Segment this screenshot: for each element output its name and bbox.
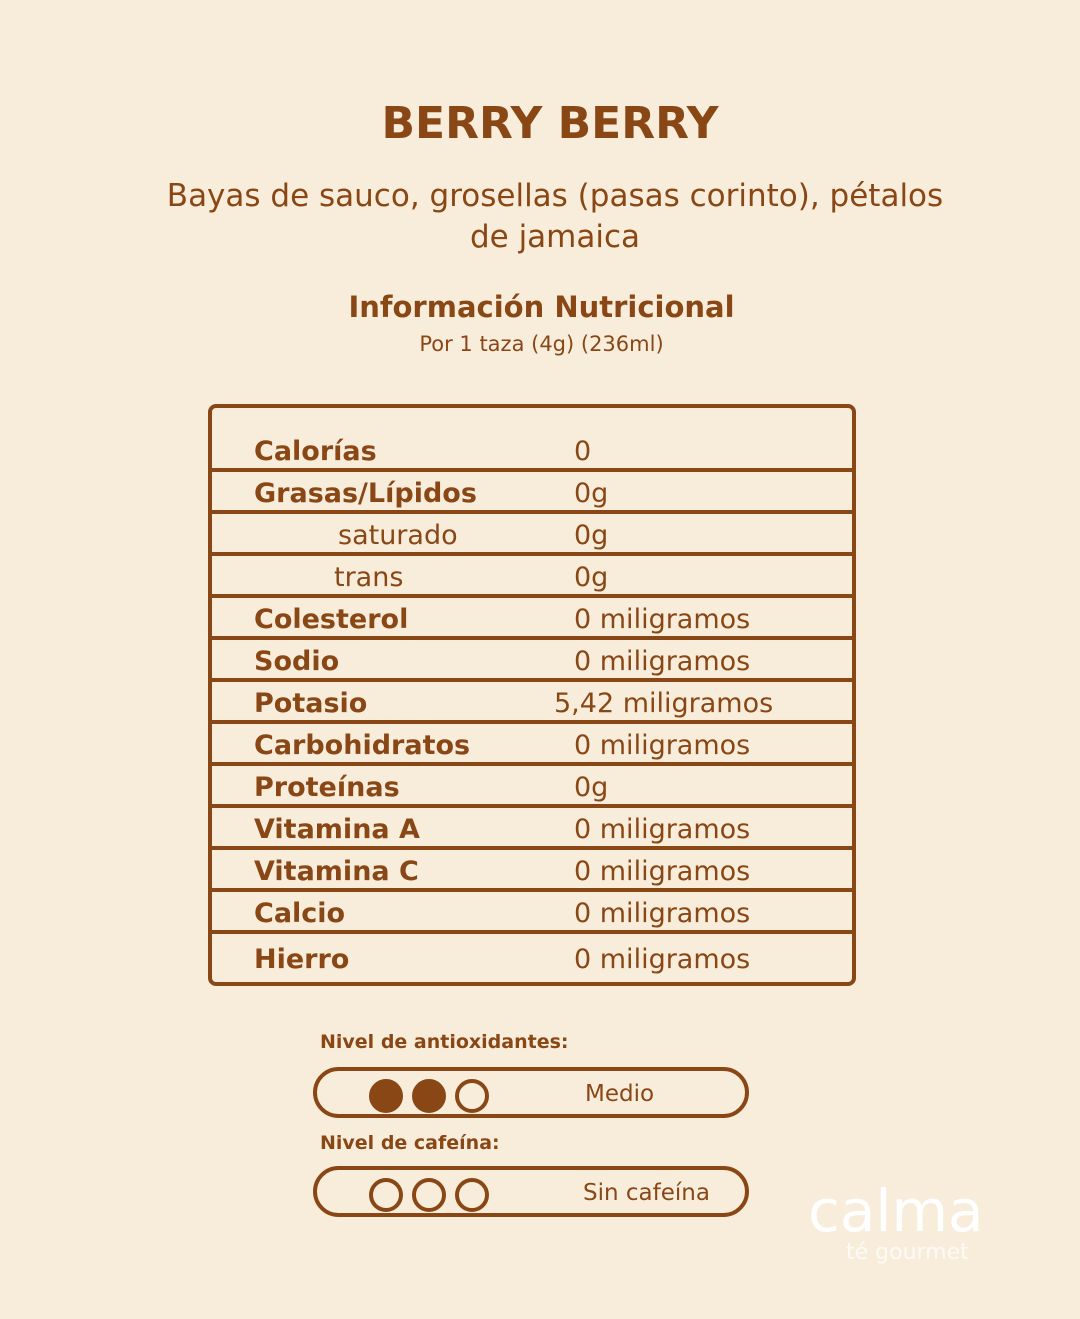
product-title: BERRY BERRY (381, 98, 719, 149)
row-value: 0g (574, 562, 609, 593)
row-label: Calorías (254, 436, 377, 467)
product-description: Bayas de sauco, grosellas (pasas corinto), pétalos de jamaica (166, 178, 944, 255)
row-value: 0 miligramos (574, 944, 751, 975)
row-value: 0g (574, 772, 609, 803)
row-label: Grasas/Lípidos (254, 478, 477, 509)
table-row (212, 556, 852, 598)
calma-logo (808, 1176, 1028, 1276)
nutrition-table (208, 404, 856, 986)
table-row (212, 430, 852, 472)
row-value: 0 miligramos (574, 856, 751, 887)
table-row (212, 808, 852, 850)
row-value: 5,42 miligramos (554, 688, 774, 719)
table-row (212, 598, 852, 640)
caffeine-level-label: Nivel de cafeína: (320, 1132, 500, 1154)
table-row (212, 472, 852, 514)
level-dot-filled-icon (369, 1079, 403, 1113)
table-row (212, 850, 852, 892)
row-label: Proteínas (254, 772, 400, 803)
row-label: Vitamina A (254, 814, 420, 845)
row-value: 0 miligramos (574, 646, 751, 677)
level-dot-filled-icon (412, 1079, 446, 1113)
table-row (212, 892, 852, 934)
row-label: trans (334, 562, 404, 593)
row-label: Calcio (254, 898, 346, 929)
row-value: 0 miligramos (574, 898, 751, 929)
caffeine-level-indicator (313, 1166, 749, 1217)
row-label: Colesterol (254, 604, 409, 635)
row-value: 0g (574, 478, 609, 509)
table-row (212, 514, 852, 556)
table-row (212, 640, 852, 682)
row-value: 0 miligramos (574, 730, 751, 761)
row-label: Potasio (254, 688, 368, 719)
antioxidant-level-label: Nivel de antioxidantes: (320, 1031, 569, 1053)
table-row (212, 934, 852, 976)
row-label: Sodio (254, 646, 340, 677)
level-dot-empty-icon (455, 1079, 489, 1113)
level-dot-empty-icon (369, 1178, 403, 1212)
antioxidant-level-indicator (313, 1067, 749, 1118)
table-row (212, 724, 852, 766)
table-row (212, 766, 852, 808)
logo-wordmark: calma (808, 1177, 984, 1245)
level-dot-empty-icon (412, 1178, 446, 1212)
table-row (212, 682, 852, 724)
row-value: 0g (574, 520, 609, 551)
serving-size: Por 1 taza (4g) (236ml) (419, 332, 664, 356)
row-label: Vitamina C (254, 856, 419, 887)
logo-tagline: té gourmet (846, 1240, 969, 1265)
row-value: 0 miligramos (574, 604, 751, 635)
nutrition-heading: Información Nutricional (348, 290, 735, 324)
antioxidant-level-value: Medio (585, 1081, 655, 1107)
level-dot-empty-icon (455, 1178, 489, 1212)
caffeine-level-value: Sin cafeína (583, 1180, 710, 1206)
row-value: 0 (574, 436, 592, 467)
row-label: saturado (338, 520, 458, 551)
row-label: Hierro (254, 944, 350, 975)
row-value: 0 miligramos (574, 814, 751, 845)
row-label: Carbohidratos (254, 730, 471, 761)
